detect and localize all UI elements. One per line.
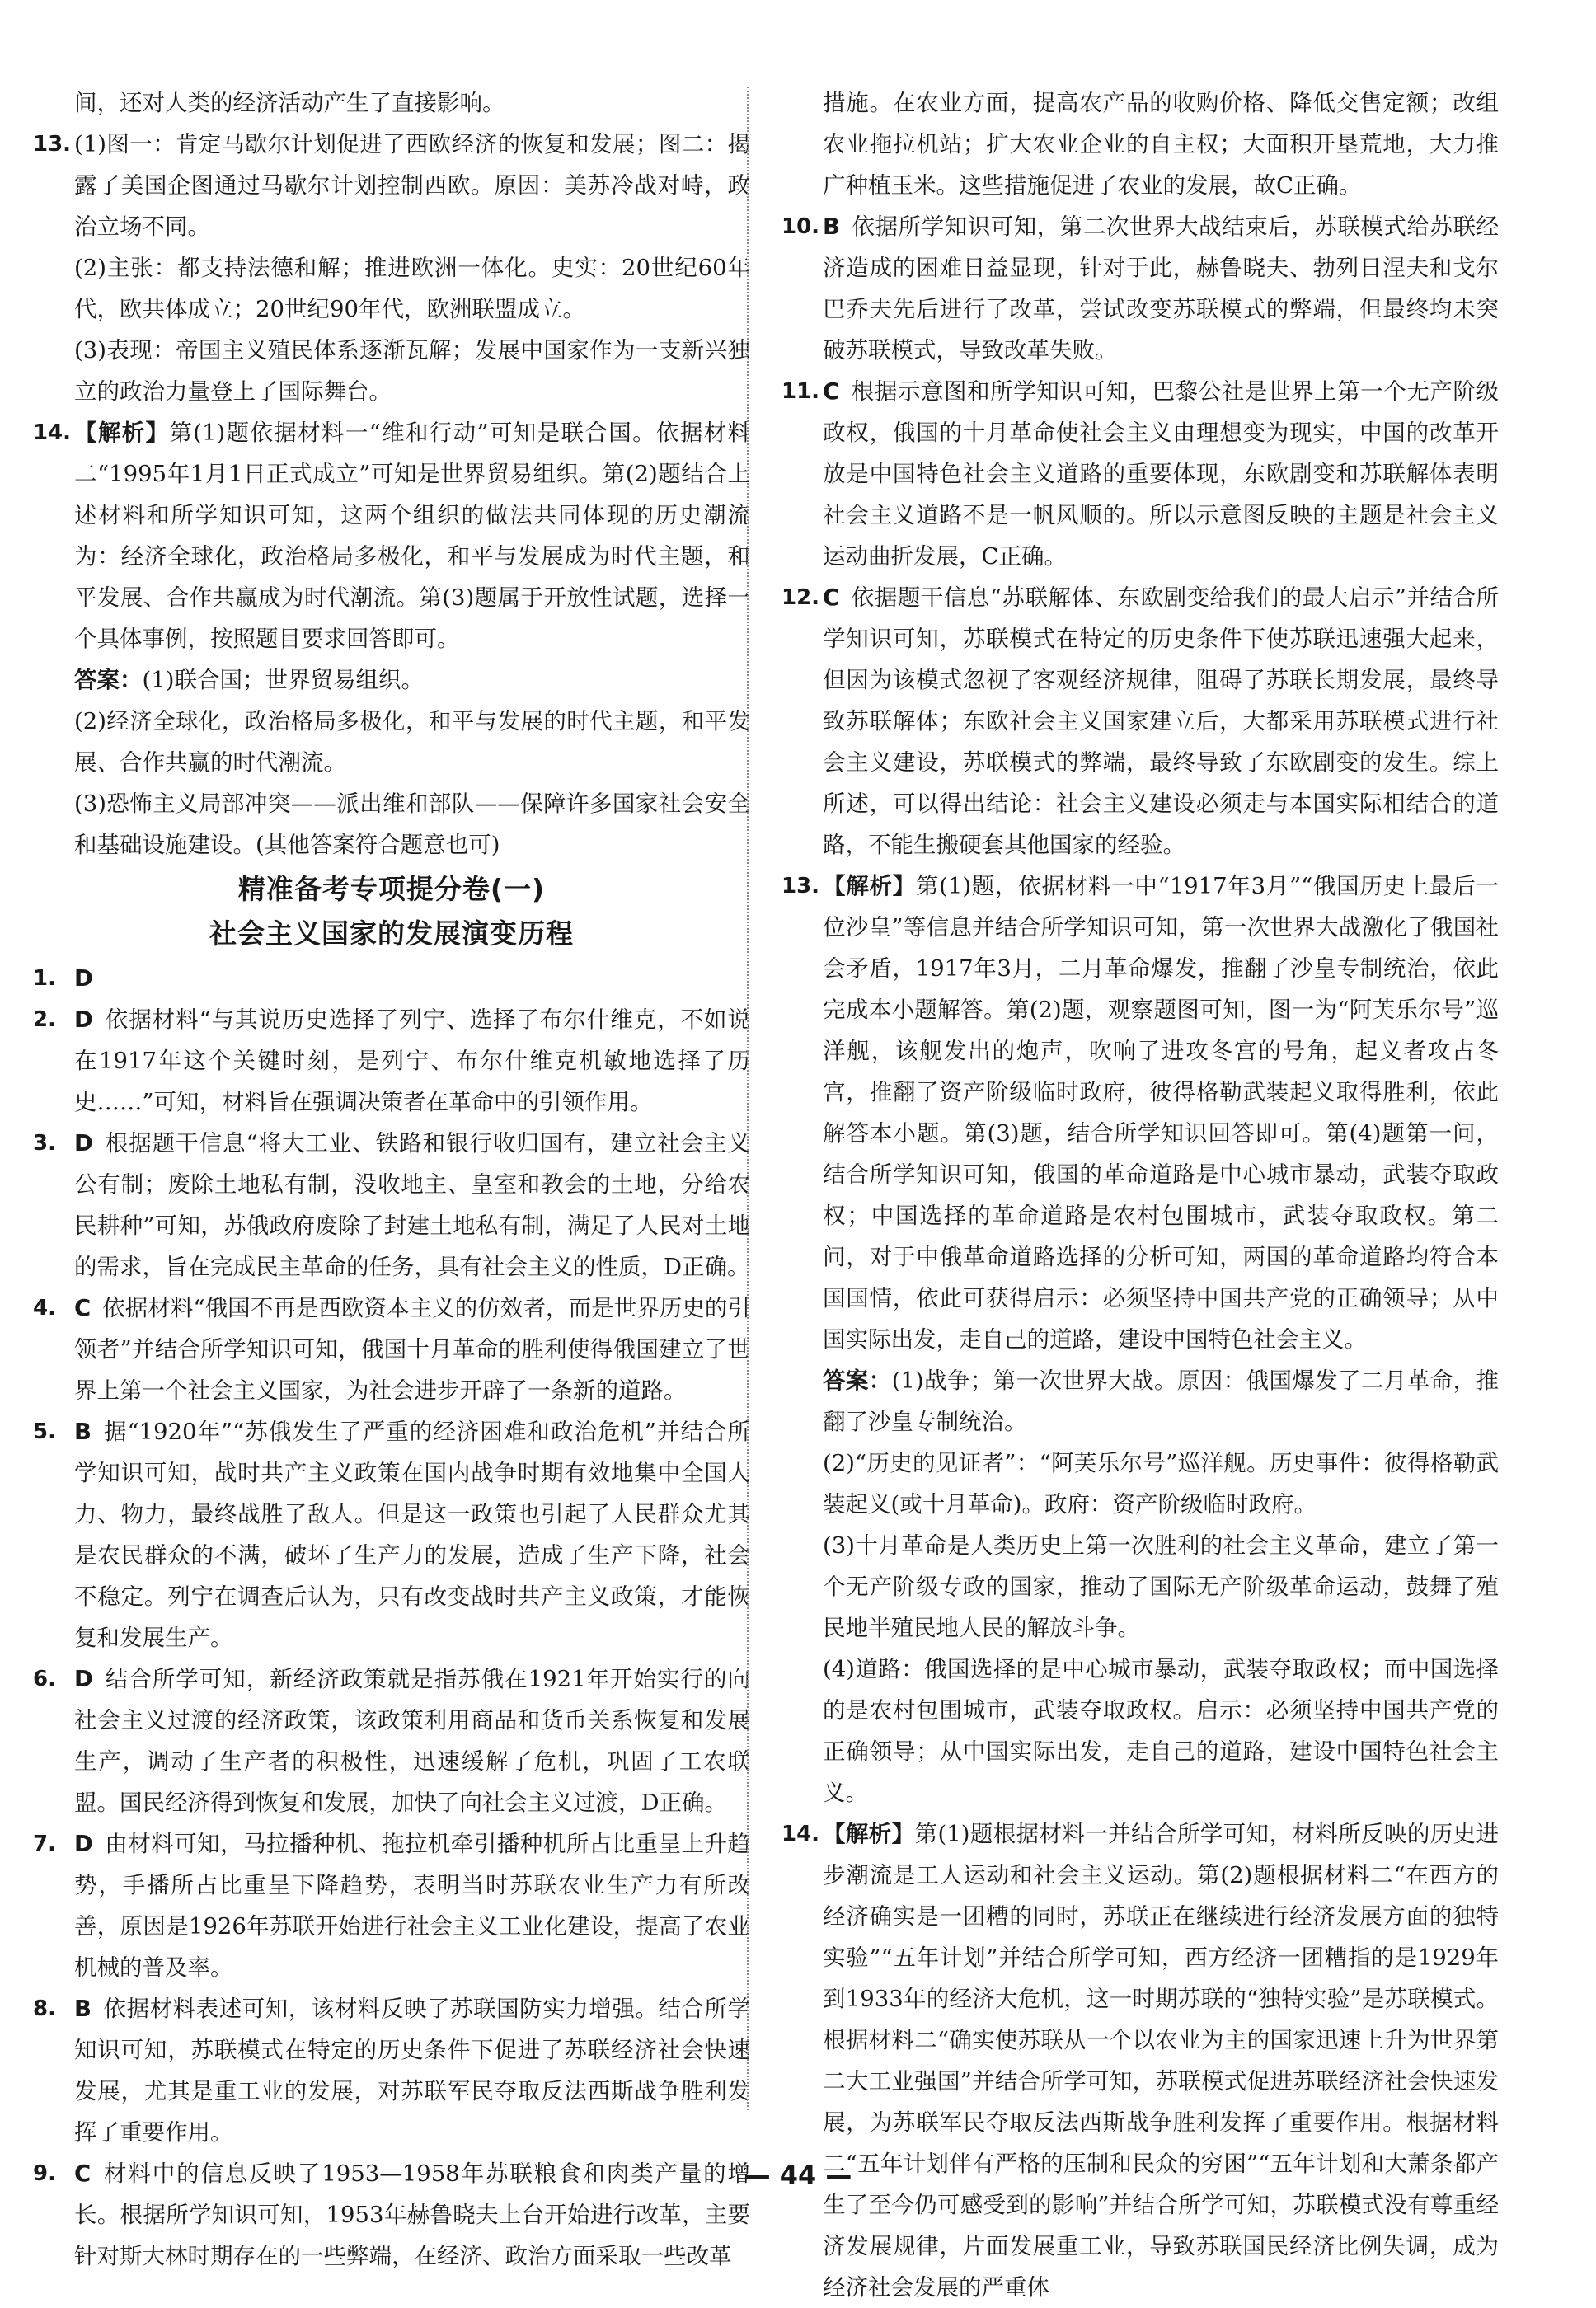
item-number: 7. [33,1832,56,1856]
analysis-tag: 【解析】 [74,420,170,446]
choice-letter: B [74,1996,92,2022]
item-number: 13. [33,132,72,157]
answer-item-14 [33,412,750,866]
choice-letter: B [823,213,840,240]
item-number: 14. [33,420,72,445]
answer-part: (3)表现：帝国主义殖民体系逐渐瓦解；发展中国家作为一支新兴独立的政治力量登上了国际舞台。 [74,337,750,405]
analysis-paragraph [823,866,1499,1360]
item-number: 11. [782,379,820,404]
answer-item-14 [782,1813,1499,2308]
item-number: 1. [33,966,56,991]
answer-text: (1)战争；第一次世界大战。原因：俄国爆发了二月革命，推翻了沙皇专制统治。 [823,1367,1500,1435]
answer-part: (3)恐怖主义局部冲突——派出维和部队——保障许多国家社会安全和基础设施建设。(其他答案符合题意也可) [74,790,750,858]
choice-letter: D [74,1006,93,1033]
continuation-text: 间，还对人类的经济活动产生了直接影响。 [74,90,505,116]
item-number: 9. [33,2161,56,2186]
analysis-text: 第(1)题，依据材料一中“1917年3月”“俄国历史上最后一位沙皇”等信息并结合所学知识可知，第一次世界大战激化了俄国社会矛盾，1917年3月，二月革命爆发，推翻了沙皇专制统治，依此完成本小题解答。第(2)题，观察题图可知，图一为“阿芙乐尔号”巡洋舰，该舰发出的炮声，吹响了进攻冬宫的号角，起义者攻占冬宫，推翻了资产阶级临时政府，彼得格勒武装起义取得胜利，依此解答本小题。第(3)题，结合所学知识回答即可。第(4)题第一问，结合所学知识可知，俄国的革命道路是中心城市暴动，武装夺取政权；中国选择的革命道路是农村包围城市，武装夺取政权。第二问，对于中俄革命道路选择的分析可知，两国的革命道路均符合本国国情，依此可获得启示：必须坚持中国共产党的正确领导；从中国实际出发，走自己的道路，建设中国特色社会主义。 [823,873,1499,1353]
answer-label: 答案： [74,667,143,693]
choice-item [33,1988,750,2153]
choice-letter: C [74,2160,92,2187]
continuation-text: 措施。在农业方面，提高农产品的收购价格、降低交售定额；改组农业拖拉机站；扩大农业企业的自主权；大面积开垦荒地，大力推广种植玉米。这些措施促进了农业的发展，故C正确。 [823,90,1499,199]
analysis-paragraph [823,1813,1499,2308]
item-number: 14. [782,1822,820,1846]
right-column [782,82,1499,2308]
item-number: 6. [33,1667,56,1691]
answer-part [74,659,750,701]
item-number: 3. [33,1131,56,1156]
answer-label: 答案： [823,1367,892,1394]
section-subtitle: 社会主义国家的发展演变历程 [209,917,574,950]
answer-part: (2)经济全球化，政治格局多极化，和平与发展的时代主题，和平发展、合作共赢的时代潮流。 [74,708,750,776]
choice-letter: B [74,1419,92,1445]
item-number: 13. [782,874,820,898]
choice-explanation: 依据题干信息“苏联解体、东欧剧变给我们的最大启示”并结合所学知识可知，苏联模式在特定的历史条件下使苏联迅速强大起来，但因为该模式忽视了客观经济规律，阻碍了苏联长期发展，最终导致苏联解体；东欧社会主义国家建立后，大都采用苏联模式进行社会主义建设，苏联模式的弊端，最终导致了东欧剧变的发生。综上所述，可以得出结论：社会主义建设必须走与本国实际相结合的道路，不能生搬硬套其他国家的经验。 [823,584,1499,858]
choice-answer-list [33,958,750,2277]
analysis-tag: 【解析】 [823,873,916,899]
choice-letter: C [74,1295,92,1321]
choice-letter: D [74,1666,93,1692]
choice-item [782,206,1499,371]
item-number: 4. [33,1296,56,1321]
left-column [33,82,750,2277]
column-divider [747,87,749,2110]
answer-part: (3)十月革命是人类历史上第一次胜利的社会主义革命，建立了第一个无产阶级专政的国家，推动了国际无产阶级革命运动，鼓舞了殖民地半殖民地人民的解放斗争。 [823,1532,1499,1641]
choice-letter: C [823,378,840,405]
choice-explanation: 依据所学知识可知，第二次世界大战结束后，苏联模式给苏联经济造成的困难日益显现，针对于此，赫鲁晓夫、勃列日涅夫和戈尔巴乔夫先后进行了改革，尝试改变苏联模式的弊端，但最终均未突破苏联模式，导致改革失败。 [823,213,1499,364]
item-number: 8. [33,1996,56,2021]
choice-letter: D [74,965,93,992]
choice-item [782,577,1499,866]
item-number: 5. [33,1419,56,1444]
choice-item [33,1823,750,1988]
choice-explanation: 据“1920年”“苏俄发生了严重的经济困难和政治危机”并结合所学知识可知，战时共产主义政策在国内战争时期有效地集中全国人力、物力，最终战胜了敌人。但是这一政策也引起了人民群众尤其是农民群众的不满，破坏了生产力的发展，造成了生产下降，社会不稳定。列宁在调查后认为，只有改变战时共产主义政策，才能恢复和发展生产。 [74,1419,750,1651]
choice-letter: C [823,584,840,611]
item-number: 2. [33,1007,56,1032]
choice-explanation: 依据材料“俄国不再是西欧资本主义的仿效者，而是世界历史的引领者”并结合所学知识可知，俄国十月革命的胜利使得俄国建立了世界上第一个社会主义国家，为社会进步开辟了一条新的道路。 [74,1295,750,1404]
analysis-tag: 【解析】 [823,1821,915,1847]
analysis-paragraph [74,412,750,659]
choice-item [782,371,1499,577]
choice-item [33,958,750,999]
choice-letter: D [74,1130,93,1156]
item-number: 12. [782,585,820,610]
answer-item-13 [782,866,1499,1813]
answer-item-13 [33,124,750,412]
page-number: — 44 — [744,2160,852,2191]
analysis-text: 第(1)题依据材料一“维和行动”可知是联合国。依据材料二“1995年1月1日正式成立”可知是世界贸易组织。第(2)题结合上述材料和所学知识可知，这两个组织的做法共同体现的历史潮流为：经济全球化，政治格局多极化，和平与发展成为时代主题，和平发展、合作共赢成为时代潮流。第(3)题属于开放性试题，选择一个具体事例，按照题目要求回答即可。 [74,420,750,652]
choice-item [33,1288,750,1411]
choice-explanation: 材料中的信息反映了1953—1958年苏联粮食和肉类产量的增长。根据所学知识可知，1953年赫鲁晓夫上台开始进行改革，主要针对斯大林时期存在的一些弊端，在经济、政治方面采取一些改革 [74,2160,750,2269]
choice-item [33,999,750,1123]
answer-text: (1)联合国；世界贸易组织。 [142,667,424,693]
answer-part: (4)道路：俄国选择的是中心城市暴动，武装夺取政权；而中国选择的是农村包围城市，武装夺取政权。启示：必须坚持中国共产党的正确领导；从中国实际出发，走自己的道路，建设中国特色社会主义。 [823,1656,1499,1806]
choice-explanation: 根据示意图和所学知识可知，巴黎公社是世界上第一个无产阶级政权，俄国的十月革命使社会主义由理想变为现实，中国的改革开放是中国特色社会主义道路的重要体现，东欧剧变和苏联解体表明社会主义道路不是一帆风顺的。所以示意图反映的主题是社会主义运动曲折发展，C正确。 [823,378,1499,570]
analysis-text: 第(1)题根据材料一并结合所学可知，材料所反映的历史进步潮流是工人运动和社会主义运动。第(2)题根据材料二“在西方的经济确实是一团糟的同时，苏联正在继续进行经济发展方面的独特实验”“五年计划”并结合所学可知，西方经济一团糟指的是1929年到1933年的经济大危机，这一时期苏联的“独特实验”是苏联模式。根据材料二“确实使苏联从一个以农业为主的国家迅速上升为世界第二大工业强国”并结合所学可知，苏联模式促进苏联经济社会快速发展，为苏联军民夺取反法西斯战争胜利发挥了重要作用。根据材料二“五年计划伴有严格的压制和民众的穷困”“五年计划和大萧条都产生了至今仍可感受到的影响”并结合所学可知，苏联模式没有尊重经济发展规律，片面发展重工业，导致苏联国民经济比例失调，成为经济社会发展的严重体 [823,1821,1499,2301]
choice-item [33,1123,750,1288]
answer-part: (1)图一：肯定马歇尔计划促进了西欧经济的恢复和发展；图二：揭露了美国企图通过马歇尔计划控制西欧。原因：美苏冷战对峙，政治立场不同。 [74,131,750,240]
choice-explanation: 依据材料表述可知，该材料反映了苏联国防实力增强。结合所学知识可知，苏联模式在特定的历史条件下促进了苏联经济社会快速发展，尤其是重工业的发展，对苏联军民夺取反法西斯战争胜利发挥了重要作用。 [74,1996,750,2146]
item-number: 10. [782,214,820,239]
choice-item [33,1411,750,1658]
answer-part: (2)“历史的见证者”：“阿芙乐尔号”巡洋舰。历史事件：彼得格勒武装起义(或十月革命)。政府：资产阶级临时政府。 [823,1450,1499,1518]
answer-part [823,1360,1499,1442]
choice-explanation: 由材料可知，马拉播种机、拖拉机牵引播种机所占比重呈上升趋势，手播所占比重呈下降趋势，表明当时苏联农业生产力有所改善，原因是1926年苏联开始进行社会主义工业化建设，提高了农业机械的普及率。 [74,1831,750,1981]
choice-explanation: 根据题干信息“将大工业、铁路和银行收归国有，建立社会主义公有制；废除土地私有制，没收地主、皇室和教会的土地，分给农民耕种”可知，苏俄政府废除了封建土地私有制，满足了人民对土地的需求，旨在完成民主革命的任务，具有社会主义的性质，D正确。 [74,1130,750,1280]
section-title: 精准备考专项提分卷(一) [237,873,546,905]
answer-part: (2)主张：都支持法德和解；推进欧洲一体化。史实：20世纪60年代，欧共体成立；20世纪90年代，欧洲联盟成立。 [74,255,750,322]
choice-letter: D [74,1831,93,1857]
choice-explanation: 结合所学可知，新经济政策就是指苏俄在1921年开始实行的向社会主义过渡的经济政策，该政策利用商品和货币关系恢复和发展生产，调动了生产者的积极性，迅速缓解了危机，巩固了工农联盟。国民经济得到恢复和发展，加快了向社会主义过渡，D正确。 [74,1666,750,1816]
choice-explanation: 依据材料“与其说历史选择了列宁、选择了布尔什维克，不如说在1917年这个关键时刻，是列宁、布尔什维克机敏地选择了历史……”可知，材料旨在强调决策者在革命中的引领作用。 [74,1006,750,1115]
choice-item [33,1658,750,1823]
